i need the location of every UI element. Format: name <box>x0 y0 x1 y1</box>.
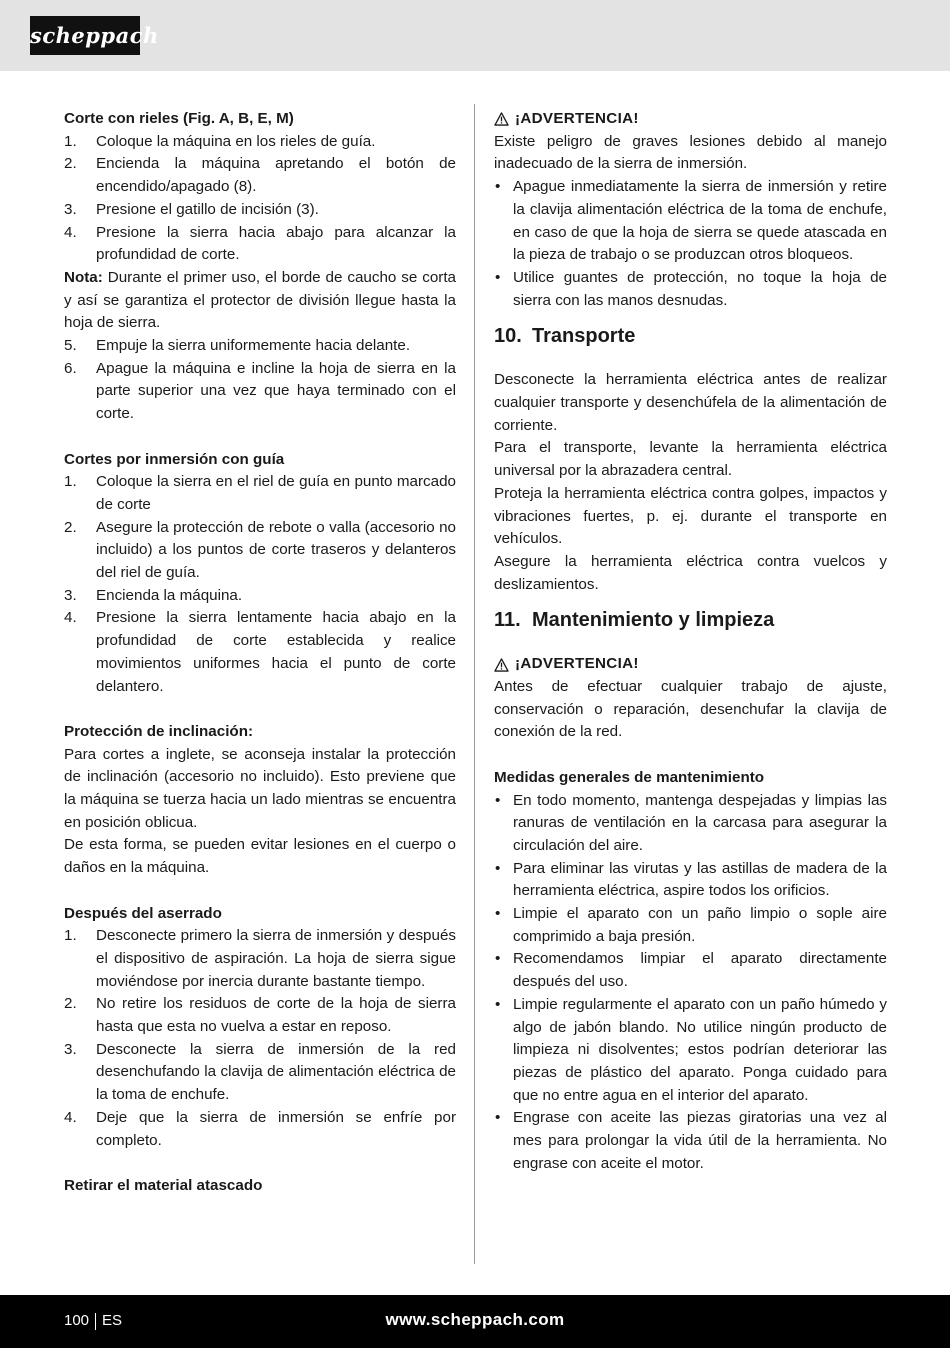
list-item: 5. Empuje la sierra uniformemente hacia delante. <box>64 337 411 355</box>
transport-paragraph-1: Desconecte la herramienta eléctrica antes de realizar cualquier transporte y desenchúfela de la alimentación de corriente. <box>494 371 887 434</box>
column-divider <box>474 104 475 1264</box>
note-paragraph <box>64 267 456 335</box>
website-url: www.scheppach.com <box>385 1310 565 1329</box>
list-item: 3. Presione el gatillo de incisión (3). <box>64 200 319 218</box>
plunge-steps-list <box>64 471 456 698</box>
section-title-plunge: Cortes por inmersión con guía <box>64 450 285 468</box>
note-text: Durante el primer uso, el borde de caucho se corta y así se garantiza el protector de división llegue hasta la hoja de sierra. <box>64 268 456 332</box>
right-column <box>494 108 887 1176</box>
list-item: • Utilice guantes de protección, no toque la hoja de sierra con las manos desnudas. <box>495 268 887 309</box>
list-item: 2. Encienda la máquina apretando el botón de encendido/apagado (8). <box>64 155 456 196</box>
warning-triangle-icon <box>494 658 509 672</box>
warning-heading-2: ¡ADVERTENCIA! <box>494 653 887 676</box>
transport-paragraph-4: Asegure la herramienta eléctrica contra vuelcos y deslizamientos. <box>494 552 887 593</box>
list-item: 1. Desconecte primero la sierra de inmersión y después el dispositivo de aspiración. La hoja de sierra sigue moviéndose por inercia durante bastante tiempo. <box>64 927 456 990</box>
list-item: 4. Deje que la sierra de inmersión se enfríe por completo. <box>64 1108 456 1149</box>
list-item: 1. Coloque la sierra en el riel de guía en punto marcado de corte <box>64 473 456 513</box>
list-item: 3. Encienda la máquina. <box>64 586 243 604</box>
tilt-paragraph-2: De esta forma, se pueden evitar lesiones en el cuerpo o daños en la máquina. <box>64 836 456 877</box>
warning-text-2: Antes de efectuar cualquier trabajo de ajuste, conservación o reparación, desenchufar la clavija de conexión de la red. <box>494 678 887 741</box>
rails-steps-list-2 <box>64 335 456 426</box>
list-item: • Apague inmediatamente la sierra de inmersión y retire la clavija alimentación eléctrica de la toma de enchufe, en caso de que la hoja de sierra se quede atascada en la pieza de trabajo o se produzcan otros bloqueos. <box>495 178 887 264</box>
list-item: 6. Apague la máquina e incline la hoja de sierra en la parte superior una vez que haya terminado con el corte. <box>64 359 456 423</box>
list-item: • En todo momento, mantenga despejadas y limpias las ranuras de ventilación en la carcasa para asegurar la circulación del aire. <box>495 791 887 854</box>
heading-maintenance: 11. Mantenimiento y limpieza <box>494 609 775 632</box>
maintenance-subtitle: Medidas generales de mantenimiento <box>494 768 765 786</box>
list-item: • Engrase con aceite las piezas giratorias una vez al mes para prolongar la vida útil de la herramienta. No engrase con aceite el motor. <box>495 1109 887 1172</box>
warning-heading: ¡ADVERTENCIA! <box>494 108 887 131</box>
list-item: • Limpie el aparato con un paño limpio o sople aire comprimido a baja presión. <box>495 905 887 945</box>
transport-paragraph-2: Para el transporte, levante la herramienta eléctrica universal por la abrazadera central. <box>494 439 887 480</box>
list-item: • Para eliminar las virutas y las astillas de madera de la herramienta eléctrica, aspire todos los orificios. <box>495 859 887 900</box>
transport-paragraph-3: Proteja la herramienta eléctrica contra golpes, impactos y vibraciones fuertes, p. ej. durante el transporte en vehículos. <box>494 484 887 548</box>
language-code: ES <box>102 1312 123 1329</box>
after-sawing-list <box>64 925 456 1152</box>
warning-bullets <box>494 176 887 312</box>
left-column <box>64 108 456 1198</box>
rails-steps-list <box>64 131 456 267</box>
section-title-jammed-material: Retirar el material atascado <box>64 1176 263 1194</box>
heading-transport: 10. Transporte <box>494 325 636 348</box>
list-item: 2. No retire los residuos de corte de la hoja de sierra hasta que esta no vuelva a estar en reposo. <box>64 995 456 1036</box>
section-title-rails: Corte con rieles (Fig. A, B, E, M) <box>64 110 294 127</box>
list-item: 1. Coloque la máquina en los rieles de guía. <box>64 132 376 150</box>
brand-logo: scheppach <box>30 16 140 55</box>
list-item: 2. Asegure la protección de rebote o valla (accesorio no incluido) a los puntos de corte traseros y delanteros del riel de guía. <box>64 518 456 582</box>
warning-triangle-icon <box>494 112 509 126</box>
page-footer <box>0 1295 950 1348</box>
page-number: 100 ES <box>64 1312 123 1329</box>
section-title-tilt: Protección de inclinación: <box>64 722 254 740</box>
list-item: 4. Presione la sierra lentamente hacia abajo en la profundidad de corte establecida y realice movimientos uniformes hacia el punto de corte delantero. <box>64 609 456 695</box>
maintenance-bullets <box>494 790 887 1176</box>
note-label: Nota: <box>64 268 103 286</box>
list-item: 3. Desconecte la sierra de inmersión de la red desenchufando la clavija de alimentación eléctrica de la toma de enchufe. <box>64 1040 456 1104</box>
list-item: • Recomendamos limpiar el aparato directamente después del uso. <box>495 950 887 991</box>
list-item: 4. Presione la sierra hacia abajo para alcanzar la profundidad de corte. <box>64 223 456 264</box>
section-title-after-sawing: Después del aserrado <box>64 904 222 922</box>
page-header <box>0 0 950 71</box>
warning-text: Existe peligro de graves lesiones debido al manejo inadecuado de la sierra de inmersión. <box>494 132 887 173</box>
list-item: • Limpie regularmente el aparato con un paño húmedo y algo de jabón blando. No utilice ningún producto de limpieza ni disolventes; estos podrían deteriorar las piezas de plástico del aparato. Ponga cuidado para que no entre agua en el interior del aparato. <box>495 995 887 1104</box>
tilt-paragraph-1: Para cortes a inglete, se aconseja instalar la protección de inclinación (accesorio no incluido). Esto previene que la máquina se tuerza hacia un lado mientras se encuentra en posición oblicua. <box>64 745 456 831</box>
